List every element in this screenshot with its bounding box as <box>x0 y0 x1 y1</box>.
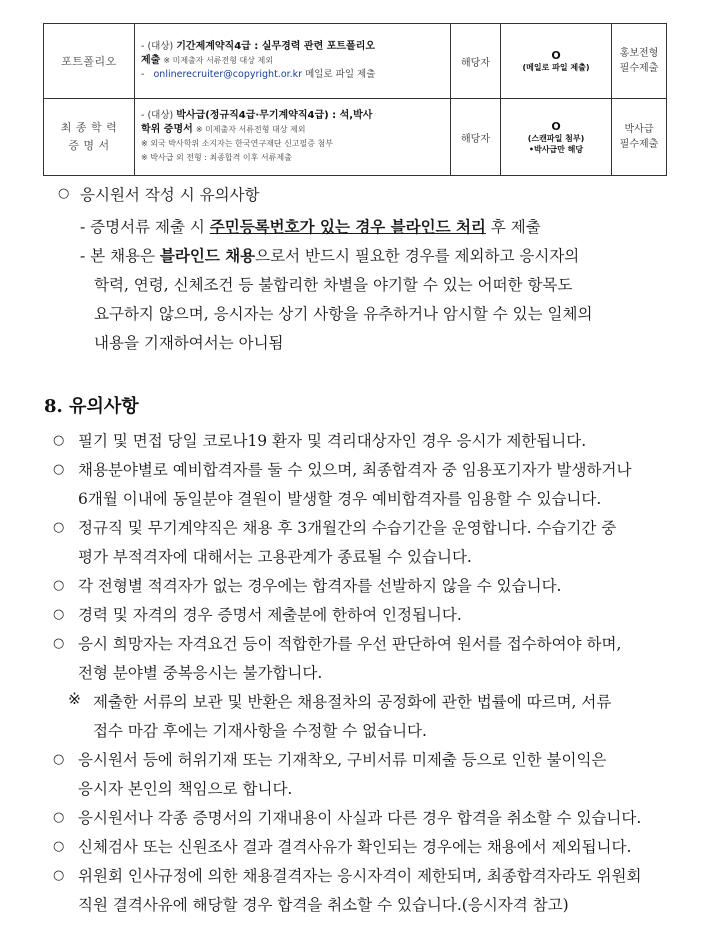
section-heading: 8. 유의사항 <box>44 396 139 417</box>
bullet-marker: ○ <box>53 462 65 477</box>
caution-item: - 본 채용은 블라인드 채용으로서 반드시 필요한 경우를 제외하고 응시자의 <box>80 246 580 265</box>
bullet-marker: ○ <box>53 520 65 535</box>
notice-line: 경력 및 자격의 경우 증명서 제출분에 한하여 인정됩니다. <box>78 606 462 624</box>
caution-title: 응시원서 작성 시 유의사항 <box>80 186 260 204</box>
caution-item-cont: 학력, 연령, 신체조건 등 불합리한 차별을 야기할 수 있는 어떠한 항목도 <box>94 276 573 294</box>
notice-line: 필기 및 면접 당일 코로나19 환자 및 격리대상자인 경우 응시가 제한됩니다. <box>78 432 587 450</box>
emphasis-text: 주민등록번호가 있는 경우 블라인드 처리 <box>209 217 486 236</box>
bullet-marker: ○ <box>53 636 65 651</box>
bullet-marker: ○ <box>58 186 70 201</box>
row-remark: 홍보전형 필수제출 <box>612 24 667 99</box>
notice-line-cont: 직원 결격사유에 해당할 경우 합격을 취소할 수 있습니다.(응시자격 참고) <box>78 896 569 914</box>
notice-line: 응시 희망자는 자격요건 등이 적합한가를 우선 판단하여 원서를 접수하여야 하며, <box>78 635 622 653</box>
notice-line: 신체검사 또는 신원조사 결과 결격사유가 확인되는 경우에는 채용에서 제외됩니다. <box>78 838 632 856</box>
row-description: - (대상) 박사급(정규직4급·무기계약직4급) : 석,박사 학위 증명서 ※ 미제출자 서류전형 대상 제외 ※ 외국 박사학위 소지자는 한국연구재단 신고필증 첨부 ※ 박사급 외 전형 : 최종합격 이후 서류제출 <box>135 99 451 176</box>
row-target: 해당자 <box>451 99 501 176</box>
notice-line: 위원회 인사규정에 의한 채용결격자는 응시자격이 제한되며, 최종합격자라도 위원회 <box>78 867 642 885</box>
bullet-marker: ○ <box>53 868 65 883</box>
bullet-marker: ○ <box>53 752 65 767</box>
notice-line-cont: 응시자 본인의 책임으로 합니다. <box>78 780 293 798</box>
notice-line: 정규직 및 무기계약직은 채용 후 3개월간의 수습기간을 운영합니다. 수습기간 중 <box>78 519 617 537</box>
notice-line-cont: 6개월 이내에 동일분야 결원이 발생할 경우 예비합격자를 임용할 수 있습니다. <box>78 490 602 508</box>
row-description: - (대상) 기간제계약직4급 : 실무경력 관련 포트폴리오 제출 ※ 미제출자 서류전형 대상 제외 - onlinerecruiter@copyright.or.kr 메일로 파일 제출 <box>135 24 451 99</box>
bullet-marker: ○ <box>53 607 65 622</box>
email-address: onlinerecruiter@copyright.or.kr <box>153 69 303 80</box>
row-target: 해당자 <box>451 24 501 99</box>
notice-line: 채용분야별로 예비합격자를 둘 수 있으며, 최종합격자 중 임용포기자가 발생하거나 <box>78 461 632 479</box>
document-table <box>43 23 667 176</box>
row-name: 포트폴리오 <box>44 24 135 99</box>
notice-line: 응시원서나 각종 증명서의 기재내용이 사실과 다른 경우 합격을 취소할 수 있습니다. <box>78 809 642 827</box>
notice-line: 응시원서 등에 허위기재 또는 기재착오, 구비서류 미제출 등으로 인한 불이익은 <box>78 751 607 769</box>
note-mark: ※ <box>68 690 81 708</box>
caution-item-cont: 요구하지 않으며, 응시자는 상기 사항을 유추하거나 암시할 수 있는 일체의 <box>94 305 593 323</box>
bullet-marker: ○ <box>53 578 65 593</box>
row-submit: O (스캔파일 첨부) •박사급만 해당 <box>501 99 612 176</box>
bullet-marker: ○ <box>53 433 65 448</box>
table-row <box>44 24 667 99</box>
row-name: 최 종 학 력 증 명 서 <box>44 99 135 176</box>
caution-item: - 증명서류 제출 시 주민등록번호가 있는 경우 블라인드 처리 후 제출 <box>80 217 541 236</box>
bullet-marker: ○ <box>53 810 65 825</box>
notice-note: 제출한 서류의 보관 및 반환은 채용절차의 공정화에 관한 법률에 따르며, 서류 <box>93 693 612 711</box>
row-remark: 박사급 필수제출 <box>612 99 667 176</box>
notice-note-cont: 접수 마감 후에는 기재사항을 수정할 수 없습니다. <box>93 722 427 740</box>
emphasis-text: 블라인드 채용 <box>159 246 256 265</box>
notice-line-cont: 평가 부적격자에 대해서는 고용관계가 종료될 수 있습니다. <box>78 548 472 566</box>
notice-line: 각 전형별 적격자가 없는 경우에는 합격자를 선발하지 않을 수 있습니다. <box>78 577 562 595</box>
bullet-marker: ○ <box>53 839 65 854</box>
notice-line-cont: 전형 분야별 중복응시는 불가합니다. <box>78 664 323 682</box>
row-submit: O (메일로 파일 제출) <box>501 24 612 99</box>
table-row <box>44 99 667 176</box>
caution-item-cont: 내용을 기재하여서는 아니됨 <box>94 334 284 352</box>
